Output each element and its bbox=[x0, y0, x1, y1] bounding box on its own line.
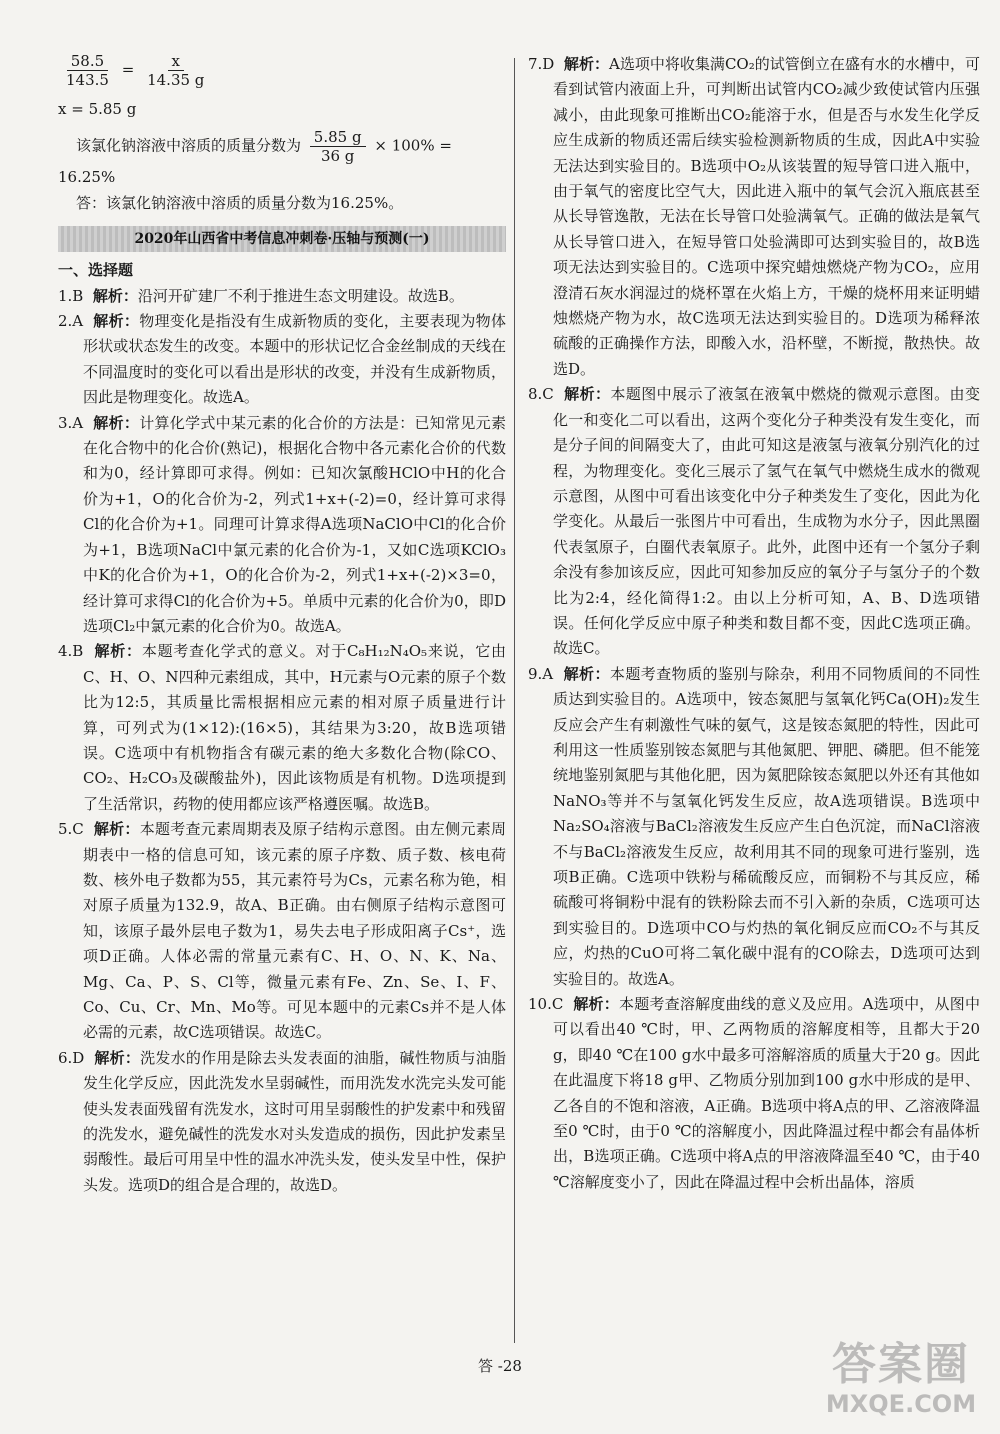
percent-prefix: 该氯化钠溶液中溶质的质量分数为 bbox=[76, 136, 302, 155]
item-number: 7.D bbox=[528, 55, 555, 73]
item-tag: 解析： bbox=[94, 1048, 141, 1067]
item-number: 2.A bbox=[58, 312, 84, 331]
item-text: 本题图中展示了液氢在液氧中燃烧的微观示意图。由变化一和变化二可以看出，这两个变化分子种类没有发生变化，而是分子间的间隔变大了，由此可知这是液氢与液氧分别汽化的过程，为物理变化。变化三展示了氢气在氧气中燃烧生成水的微观示意图，从图中可看出该变化中分子种类发生了变化，因此为化学变化。从最后一张图片中可看出，生成物为水分子，因此黑圈代表氢原子，白圈代表氧原子。此外，此图中还有一个氢分子剩余没有参加该反应，因此可知参加反应的氧分子与氢分子的个数比为2:4，经化简得1:2。由以上分析可知，A、B、D选项错误。任何化学反应中原子种类和数目都不变，因此C选项正确。故选C。 bbox=[553, 385, 980, 658]
item-tag: 解析： bbox=[93, 820, 140, 839]
item-number: 8.C bbox=[528, 385, 554, 404]
item-text: 物理变化是指没有生成新物质的变化，主要表现为物体形状或状态发生的改变。本题中的形状记忆合金丝制成的天线在不同温度时的变化可以看出是形状的改变，并没有生成新物质，因此是物理变化。故选A。 bbox=[83, 312, 506, 407]
percent-suffix: × 100% = bbox=[374, 136, 452, 155]
item-text: 洗发水的作用是除去头发表面的油脂，碱性物质与油脂发生化学反应，因此洗发水呈弱碱性，而用洗发水洗完头发可能使头发表面残留有洗发水，这时可用呈弱酸性的护发素中和残留的洗发水，避免碱性的洗发水对头发造成的损伤，因此护发素呈弱酸性。最后可用呈中性的温水冲洗头发，使头发呈中性，保护头发。选项D的组合是合理的，故选D。 bbox=[83, 1048, 506, 1194]
percent-result: 16.25% bbox=[58, 168, 116, 187]
numerator: 5.85 g bbox=[310, 128, 366, 147]
item-text: 本题考查化学式的意义。对于C₈H₁₂N₄O₅来说，它由C、H、O、N四种元素组成，其中，H元素与O元素的原子个数比为12:5，其质量比需根据相应元素的相对原子质量进行计算，可列式为(1×12):(16×5)，其结果为3:20，故B选项错误。C选项中有机物指含有碳元素的绝大多数化合物(除CO、CO₂、H₂CO₃及碳酸盐外)，因此该物质是有机物。D选项提到了生活常识，药物的使用都应该严格遵医嘱。故选B。 bbox=[83, 642, 506, 813]
watermark-url: MXQE.COM bbox=[825, 1390, 977, 1418]
item-tag: 解析： bbox=[94, 642, 142, 661]
fraction-2 bbox=[143, 52, 208, 89]
item-text: 本题考查物质的鉴别与除杂，利用不同物质间的不同性质达到实验目的。A选项中，铵态氮肥与氢氧化钙Ca(OH)₂发生反应会产生有刺激性气味的氨气，这是铵态氮肥的特性，因此可利用这一性质鉴别铵态氮肥与其他氮肥、钾肥、磷肥。但不能笼统地鉴别氮肥与其他化肥，因为氮肥除铵态氮肥以外还有其他如NaNO₃等并不与氢氧化钙发生反应，故A选项错误。B选项中Na₂SO₄溶液与BaCl₂溶液发生反应产生白色沉淀，而NaCl溶液不与BaCl₂溶液发生反应，故利用其不同的现象可进行鉴别，选项B正确。C选项中铁粉与稀硫酸反应，而铜粉不与其反应，稀硫酸可将铜粉中混有的铁粉除去而不引入新的杂质，C选项可达到实验目的。D选项中CO与灼热的氧化铜反应而CO₂不与其反应，灼热的CuO可将二氧化碳中混有的CO除去，D选项可达到实验目的。故选A。 bbox=[553, 664, 980, 988]
percent-line bbox=[58, 128, 506, 165]
section-banner: 2020年山西省中考信息冲刺卷·压轴与预测(一) bbox=[58, 226, 506, 252]
answer-item bbox=[58, 817, 506, 1046]
item-text: 沿河开矿建厂不利于推进生态文明建设。故选B。 bbox=[137, 286, 464, 305]
item-text: 计算化学式中某元素的化合价的方法是：已知常见元素在化合物中的化合价(熟记)，根据化合物中各元素化合价的代数和为0，经计算即可求得。例如：已知次氯酸HClO中H的化合价为+1，O的化合价为-2，列式1+x+(-2)=0，经计算可求得Cl的化合价为+1。同理可计算求得A选项NaClO中Cl的化合价为+1，B选项NaCl中氯元素的化合价为-1，又如C选项KClO₃中K的化合价为+1，O的化合价为-2，列式1+x+(-2)×3=0，经计算可求得Cl的化合价为+5。单质中元素的化合价为0，即D选项Cl₂中氯元素的化合价为0。故选A。 bbox=[83, 413, 506, 635]
item-tag: 解析： bbox=[563, 664, 610, 683]
item-tag: 解析： bbox=[563, 55, 609, 73]
numerator: x bbox=[168, 52, 184, 71]
column-divider bbox=[514, 58, 515, 1343]
item-text: 本题考查元素周期表及原子结构示意图。由左侧元素周期表中一格的信息可知，该元素的原子序数、质子数、核电荷数、核外电子数都为55，其元素符号为Cs，元素名称为铯，相对原子质量为132.9，故A、B正确。由右侧原子结构示意图可知，该原子最外层电子数为1，易失去电子形成阳离子Cs⁺，选项D正确。人体必需的常量元素有C、H、O、N、K、Na、Mg、Ca、P、S、Cl等，微量元素有Fe、Zn、Se、I、F、Co、Cu、Cr、Mn、Mo等。可见本题中的元素Cs并不是人体必需的元素，故C选项错误。故选C。 bbox=[83, 820, 506, 1042]
item-number: 6.D bbox=[58, 1048, 85, 1067]
numerator: 58.5 bbox=[67, 52, 108, 71]
answer-item bbox=[58, 284, 506, 309]
item-number: 9.A bbox=[528, 664, 554, 683]
item-tag: 解析： bbox=[93, 413, 140, 432]
x-result: x = 5.85 g bbox=[58, 100, 137, 118]
answer-item bbox=[528, 992, 980, 1195]
left-column bbox=[58, 52, 506, 1198]
answer-line: 答：该氯化钠溶液中溶质的质量分数为16.25%。 bbox=[76, 193, 404, 212]
answer-item bbox=[58, 639, 506, 817]
item-number: 10.C bbox=[528, 995, 564, 1014]
item-tag: 解析： bbox=[564, 385, 611, 404]
denominator: 143.5 bbox=[66, 71, 109, 89]
section-heading: 一、选择题 bbox=[58, 261, 134, 280]
denominator: 36 g bbox=[320, 147, 355, 166]
watermark-logo bbox=[816, 1340, 986, 1420]
answer-item bbox=[528, 52, 980, 382]
item-number: 1.B bbox=[58, 286, 84, 305]
item-tag: 解析： bbox=[573, 995, 619, 1014]
equals-sign: = bbox=[121, 60, 135, 79]
watermark-text: 答案圈 bbox=[832, 1339, 970, 1390]
item-text: 本题考查溶解度曲线的意义及应用。A选项中，从图中可以看出40 ℃时，甲、乙两物质的溶解度相等，且都大于20 g，即40 ℃在100 g水中最多可溶解溶质的质量大于20 g。因此在此温度下将18 g甲、乙物质分别加到100 g水中形成的是甲、乙各自的不饱和溶液，A正确。B选项中将A点的甲、乙溶液降温至0 ℃时，由于0 ℃的溶解度小，因此降温过程中都会有晶体析出，B选项正确。C选项中将A点的甲溶液降温至40 ℃，由于40 ℃溶解度变小了，因此在降温过程中会析出晶体，溶质 bbox=[553, 995, 980, 1191]
item-number: 4.B bbox=[58, 642, 84, 661]
item-number: 3.A bbox=[58, 413, 84, 432]
answer-item bbox=[58, 1046, 506, 1198]
answer-item bbox=[528, 662, 980, 992]
denominator: 14.35 g bbox=[147, 71, 205, 89]
page-number: 答 -28 bbox=[478, 1357, 522, 1375]
percent-fraction bbox=[310, 128, 366, 165]
item-text: A选项中将收集满CO₂的试管倒立在盛有水的水槽中，可看到试管内液面上升，可判断出试管内CO₂减少致使试管内压强减小，由此现象可推断出CO₂能溶于水，但是否与水发生化学反应生成新的物质还需后续实验检测新物质的生成，因此A中实验无法达到实验目的。B选项中O₂从该装置的短导管口进入瓶中，由于氧气的密度比空气大，因此进入瓶中的氧气会沉入瓶底甚至从长导管逸散，无法在长导管口处验满氧气。正确的做法是氧气从长导管口进入，在短导管口处验满即可达到实验目的，故B选项无法达到实验目的。C选项中探究蜡烛燃烧产物为CO₂，应用澄清石灰水润湿过的烧杯罩在火焰上方，干燥的烧杯用来证明蜡烛燃烧产物为水，故C选项无法达到实验目的。D选项为稀释浓硫酸的正确操作方法，即酸入水，沿杯壁，不断搅，散热快。故选D。 bbox=[553, 55, 980, 378]
answer-item bbox=[58, 309, 506, 411]
answer-item bbox=[528, 382, 980, 661]
item-number: 5.C bbox=[58, 820, 84, 839]
item-tag: 解析： bbox=[93, 312, 140, 331]
answer-item bbox=[58, 411, 506, 640]
proportion-equation bbox=[58, 52, 506, 89]
fraction-1 bbox=[62, 52, 113, 89]
right-column bbox=[528, 52, 980, 1195]
item-tag: 解析： bbox=[92, 286, 138, 305]
